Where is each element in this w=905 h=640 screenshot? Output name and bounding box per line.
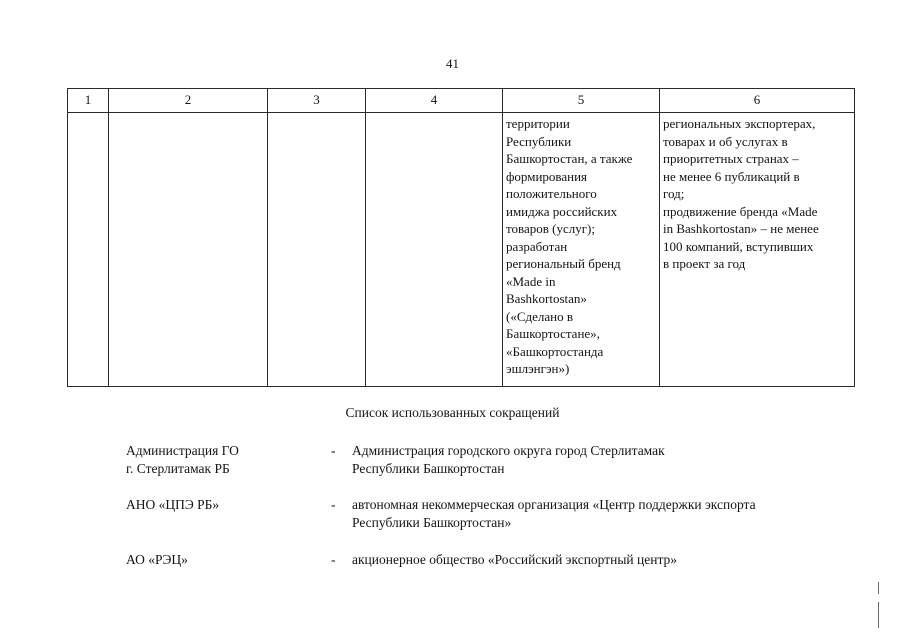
table-row bbox=[68, 113, 855, 387]
abbreviation-definition: Администрация городского округа город Стерлитамак Республики Башкортостан bbox=[352, 443, 665, 476]
abbreviation-term: Администрация ГО г. Стерлитамак РБ bbox=[126, 443, 239, 476]
abbreviation-dash: - bbox=[331, 497, 336, 512]
column-header-1: 1 bbox=[68, 89, 109, 113]
table-cell-col3 bbox=[268, 113, 366, 387]
table-cell-col2 bbox=[109, 113, 268, 387]
scan-margin-mark bbox=[878, 602, 879, 628]
data-table bbox=[67, 88, 855, 387]
abbreviation-definition: автономная некоммерческая организация «Центр поддержки экспорта Республики Башкортостан» bbox=[352, 497, 756, 530]
column-header-3: 3 bbox=[268, 89, 366, 113]
table-cell-col5: территории Республики Башкортостан, а также формирования положительного имиджа российских товаров (услуг); разработан региональный бренд «Made in Bashkortostan» («Сделано в Башкортостане», «Башкортостанда эшлэнгэн») bbox=[503, 113, 660, 387]
abbreviation-dash: - bbox=[331, 552, 336, 567]
scan-margin-mark bbox=[878, 582, 879, 594]
column-header-4: 4 bbox=[366, 89, 503, 113]
column-header-5: 5 bbox=[503, 89, 660, 113]
abbreviation-dash: - bbox=[331, 443, 336, 458]
abbreviations-title: Список использованных сокращений bbox=[345, 405, 560, 420]
column-header-6: 6 bbox=[660, 89, 855, 113]
abbreviation-term: АНО «ЦПЭ РБ» bbox=[126, 497, 220, 512]
table-cell-col4 bbox=[366, 113, 503, 387]
table-header-row bbox=[68, 89, 855, 113]
abbreviation-definition: акционерное общество «Российский экспортный центр» bbox=[352, 552, 678, 567]
table-cell-col1 bbox=[68, 113, 109, 387]
abbreviation-term: АО «РЭЦ» bbox=[126, 552, 188, 567]
page-number: 41 bbox=[446, 56, 459, 71]
column-header-2: 2 bbox=[109, 89, 268, 113]
table-cell-col6: региональных экспортерах, товарах и об услугах в приоритетных странах – не менее 6 публикаций в год; продвижение бренда «Made in Bashkortostan» – не менее 100 компаний, вступивших в проект за год bbox=[660, 113, 855, 387]
